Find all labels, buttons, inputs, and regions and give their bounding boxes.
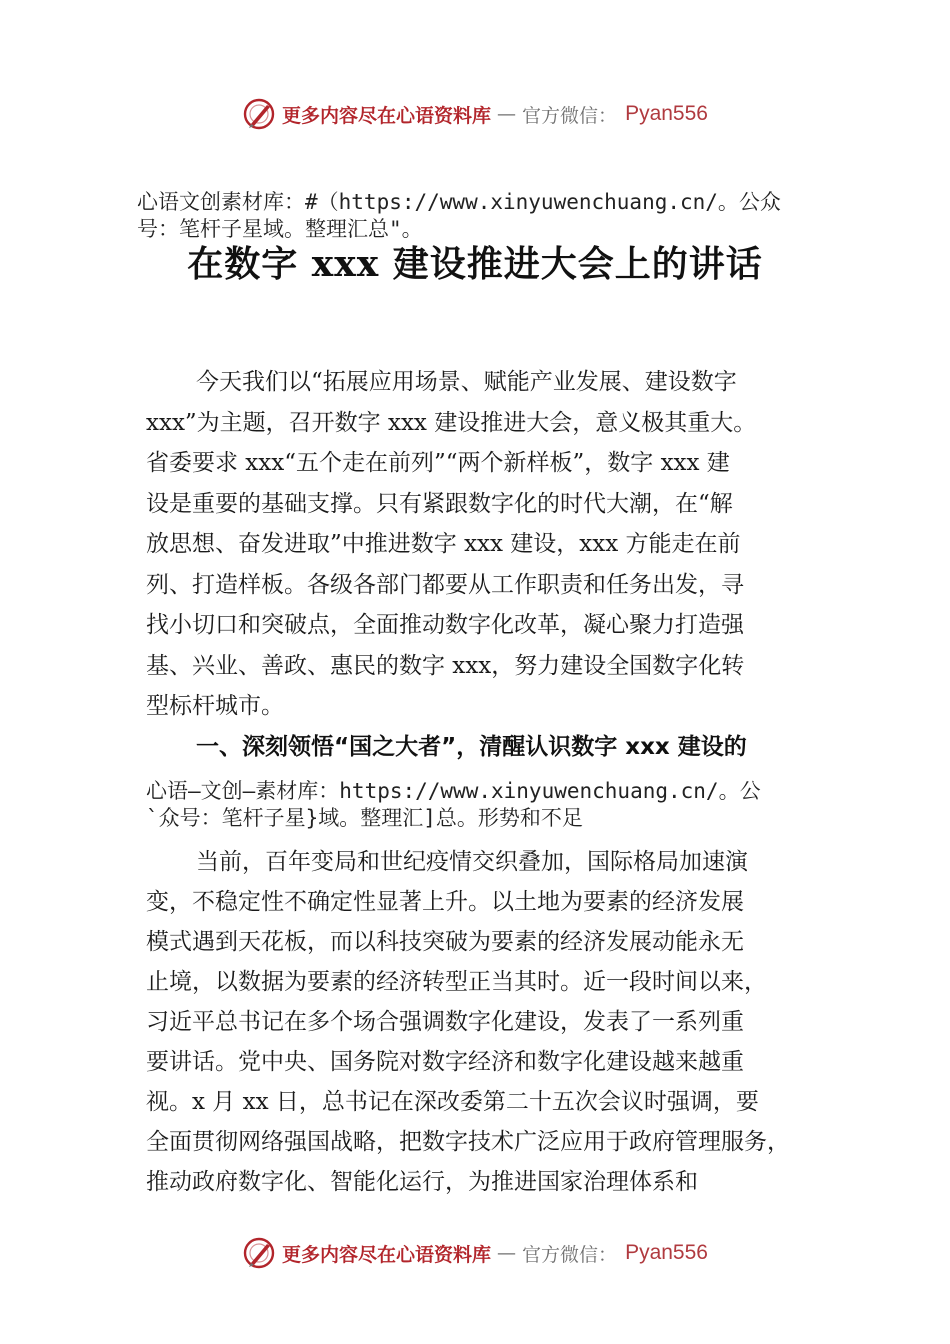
paragraph-line: 视。x 月 xx 日，总书记在深改委第二十五次会议时强调，要: [146, 1089, 759, 1115]
banner-separator: —: [497, 103, 517, 125]
paragraph-line: 推动政府数字化、智能化运行，为推进国家治理体系和: [146, 1169, 698, 1195]
section-source-line-1: 心语—文创—素材库：https://www.xinyuwenchuang.cn/。公: [146, 779, 761, 803]
paragraph-line: 止境，以数据为要素的经济转型正当其时。近一段时间以来，: [146, 969, 767, 995]
paragraph-line: 模式遇到天花板，而以科技突破为要素的经济发展动能永无: [146, 929, 744, 955]
pen-logo-icon: [242, 1236, 276, 1270]
banner-separator: —: [497, 1242, 517, 1264]
banner-main-text: 更多内容尽在心语资料库: [282, 104, 492, 127]
section-source-line-2: `众号：笔杆子星}域。整理汇]总。形势和不足: [146, 806, 583, 830]
paragraph-line: 列、打造样板。各级各部门都要从工作职责和任务出发，寻: [146, 571, 744, 598]
paragraph-line: 省委要求 xxx“五个走在前列”“两个新样板”，数字 xxx 建: [146, 450, 730, 476]
header-banner: [0, 94, 950, 134]
section-paragraph: [146, 842, 790, 1202]
banner-wechat-label: 官方微信：: [522, 1243, 618, 1266]
source-note-line-1: 心语文创素材库：#（https://www.xinyuwenchuang.cn/。公众: [137, 190, 781, 214]
paragraph-line: 当前，百年变局和世纪疫情交织叠加，国际格局加速演: [196, 849, 748, 875]
section-heading: 一、深刻领悟“国之大者”，清醒认识数字 xxx 建设的: [196, 734, 747, 760]
banner-wechat-label: 官方微信：: [522, 104, 618, 127]
footer-banner: [0, 1233, 950, 1273]
paragraph-line: xxx”为主题，召开数字 xxx 建设推进大会，意义极其重大。: [146, 409, 757, 436]
paragraph-line: 习近平总书记在多个场合强调数字化建设，发表了一系列重: [146, 1009, 744, 1035]
paragraph-line: 设是重要的基础支撑。只有紧跟数字化的时代大潮，在“解: [146, 490, 733, 517]
paragraph-line: 找小切口和突破点，全面推动数字化改革，凝心聚力打造强: [146, 612, 744, 638]
banner-main-text: 更多内容尽在心语资料库: [282, 1243, 492, 1266]
paragraph-line: 放思想、奋发进取”中推进数字 xxx 建设，xxx 方能走在前: [146, 531, 741, 557]
paragraph-line: 要讲话。党中央、国务院对数字经济和数字化建设越来越重: [146, 1049, 744, 1075]
banner-wechat-id: Pyan556: [625, 102, 708, 125]
paragraph-line: 全面贯彻网络强国战略，把数字技术广泛应用于政府管理服务，: [146, 1129, 790, 1155]
paragraph-line: 今天我们以“拓展应用场景、赋能产业发展、建设数字: [196, 369, 737, 395]
paragraph-line: 变，不稳定性不确定性显著上升。以土地为要素的经济发展: [146, 889, 744, 915]
pen-logo-icon: [242, 97, 276, 131]
page-title: 在数字 xxx 建设推进大会上的讲话: [187, 243, 763, 285]
intro-paragraph: [146, 362, 756, 727]
paragraph-line: 型标杆城市。: [146, 693, 284, 719]
source-note-line-2: 号：笔杆子星域。整理汇总"。: [137, 217, 423, 241]
banner-wechat-id: Pyan556: [625, 1241, 708, 1264]
paragraph-line: 基、兴业、善政、惠民的数字 xxx，努力建设全国数字化转: [146, 652, 745, 679]
